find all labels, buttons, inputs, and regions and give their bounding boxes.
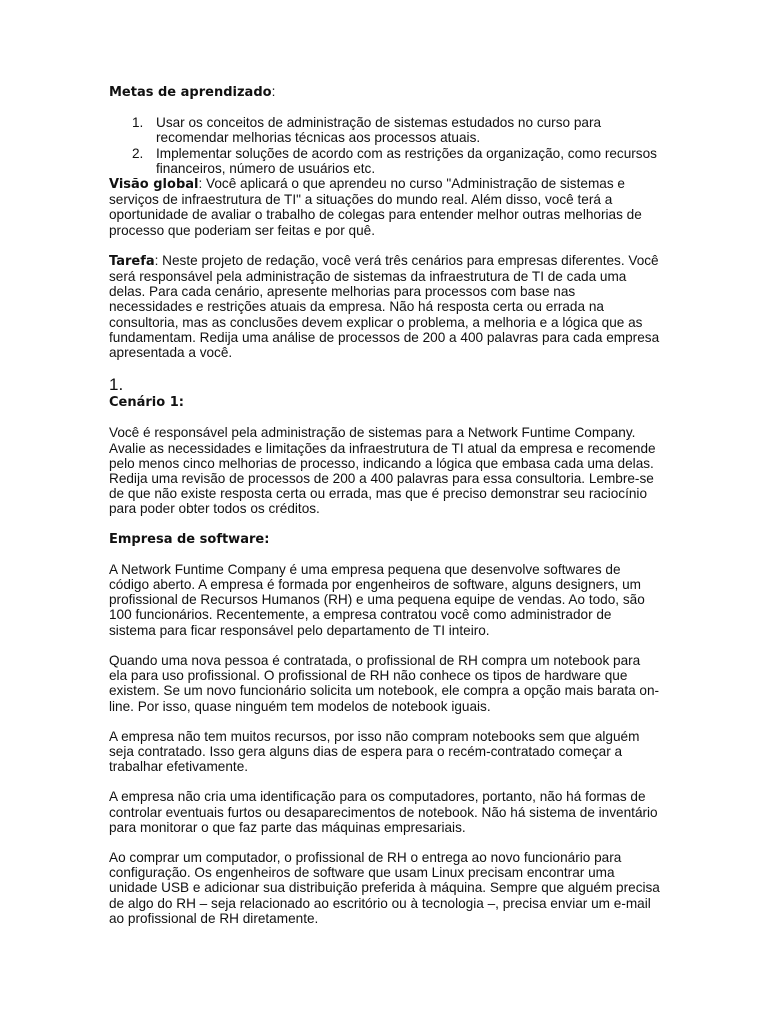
task-label: Tarefa bbox=[109, 253, 155, 269]
scenario-number: 1. bbox=[109, 375, 124, 395]
goal-item bbox=[109, 115, 661, 145]
company-paragraph: Ao comprar um computador, o profissional de RH o entrega ao novo funcionário para configuração. Os engenheiros de software que usam Linux precisam encontrar uma unidade USB e adicionar sua distribuição preferida à máquina. Sempre que alguém precisa de algo do RH – seja relacionado ao escritório ou à tecnologia –, precisa enviar um e-mail ao profissional de RH diretamente. bbox=[109, 849, 660, 926]
spacer bbox=[109, 517, 661, 532]
company-paragraph: Quando uma nova pessoa é contratada, o profissional de RH compra um notebook para ela para uso profissional. O profissional de RH não conhece os tipos de hardware que existem. Se um novo funcionário solicita um notebook, ele compra a opção mais barata on-line. Por isso, quase ninguém tem modelos de notebook iguais. bbox=[109, 652, 660, 714]
overview-text: : Você aplicará o que aprendeu no curso "Administração de sistemas e serviços de infraestrutura de TI" a situações do mundo real. Além disso, você terá a oportunidade de avaliar o trabalho de colegas para entender melhor outras melhorias de processo que poderiam ser feitas e por quê. bbox=[109, 176, 642, 238]
spacer bbox=[109, 774, 661, 789]
scenario-intro: Você é responsável pela administração de sistemas para a Network Funtime Company. Avalie as necessidades e limitações da infraestrutura de TI atual da empresa e recomende pelo menos cinco melhorias de processo, indicando a lógica que embasa cada uma delas. Redija uma revisão de processos de 200 a 400 palavras para essa consultoria. Lembre-se de que não existe resposta certa ou errada, mas que é preciso demonstrar seu raciocínio para poder obter todos os créditos. bbox=[109, 425, 656, 517]
goal-number: 1. bbox=[132, 115, 144, 131]
spacer bbox=[109, 835, 661, 850]
spacer bbox=[109, 100, 661, 115]
goal-number: 2. bbox=[132, 145, 144, 161]
goals-title-suffix: : bbox=[271, 84, 276, 99]
goal-text: Implementar soluções de acordo com as restrições da organização, como recursos financeiros, número de usuários etc. bbox=[156, 145, 657, 176]
company-paragraph: A empresa não cria uma identificação para os computadores, portanto, não há formas de controlar eventuais furtos ou desaparecimentos de notebook. Não há sistema de inventário para monitorar o que faz parte das máquinas empresariais. bbox=[109, 789, 658, 835]
spacer bbox=[109, 238, 661, 253]
spacer bbox=[109, 638, 661, 653]
goals-list bbox=[109, 115, 661, 176]
overview-label: Visão global bbox=[109, 177, 199, 193]
document-content bbox=[109, 84, 661, 926]
company-paragraph: A empresa não tem muitos recursos, por isso não compram notebooks sem que alguém seja contratado. Isso gera alguns dias de espera para o recém-contratado começar a trabalhar efetivamente. bbox=[109, 728, 640, 775]
goals-heading bbox=[109, 84, 661, 100]
scenario-title: Cenário 1: bbox=[109, 395, 184, 411]
company-heading: Empresa de software: bbox=[109, 531, 270, 547]
goal-item bbox=[109, 146, 661, 176]
overview-paragraph bbox=[109, 176, 661, 238]
company-paragraph: A Network Funtime Company é uma empresa pequena que desenvolve softwares de código aberto. A empresa é formada por engenheiros de software, alguns designers, um profissional de Recursos Humanos (RH) e uma pequena equipe de vendas. Ao todo, são 100 funcionários. Recentemente, a empresa contratou você como administrador de sistema para ficar responsável pelo departamento de TI inteiro. bbox=[109, 561, 645, 638]
spacer bbox=[109, 410, 661, 425]
spacer bbox=[109, 547, 661, 562]
task-paragraph bbox=[109, 253, 661, 360]
spacer bbox=[109, 714, 661, 729]
goal-text: Usar os conceitos de administração de sistemas estudados no curso para recomendar melhorias técnicas aos processos atuais. bbox=[156, 115, 602, 146]
task-text: : Neste projeto de redação, você verá três cenários para empresas diferentes. Você será responsável pela administração de sistemas da infraestrutura de TI de cada uma delas. Para cada cenário, apresente melhorias para processos com base nas necessidades e restrições atuais da empresa. Não há resposta certa ou errada na consultoria, mas as conclusões devem explicar o problema, a melhoria e a lógica que as fundamentam. Redija uma análise de processos de 200 a 400 palavras para cada empresa apresentada a você. bbox=[109, 252, 660, 361]
spacer bbox=[109, 360, 661, 375]
goals-title: Metas de aprendizado bbox=[109, 85, 272, 100]
